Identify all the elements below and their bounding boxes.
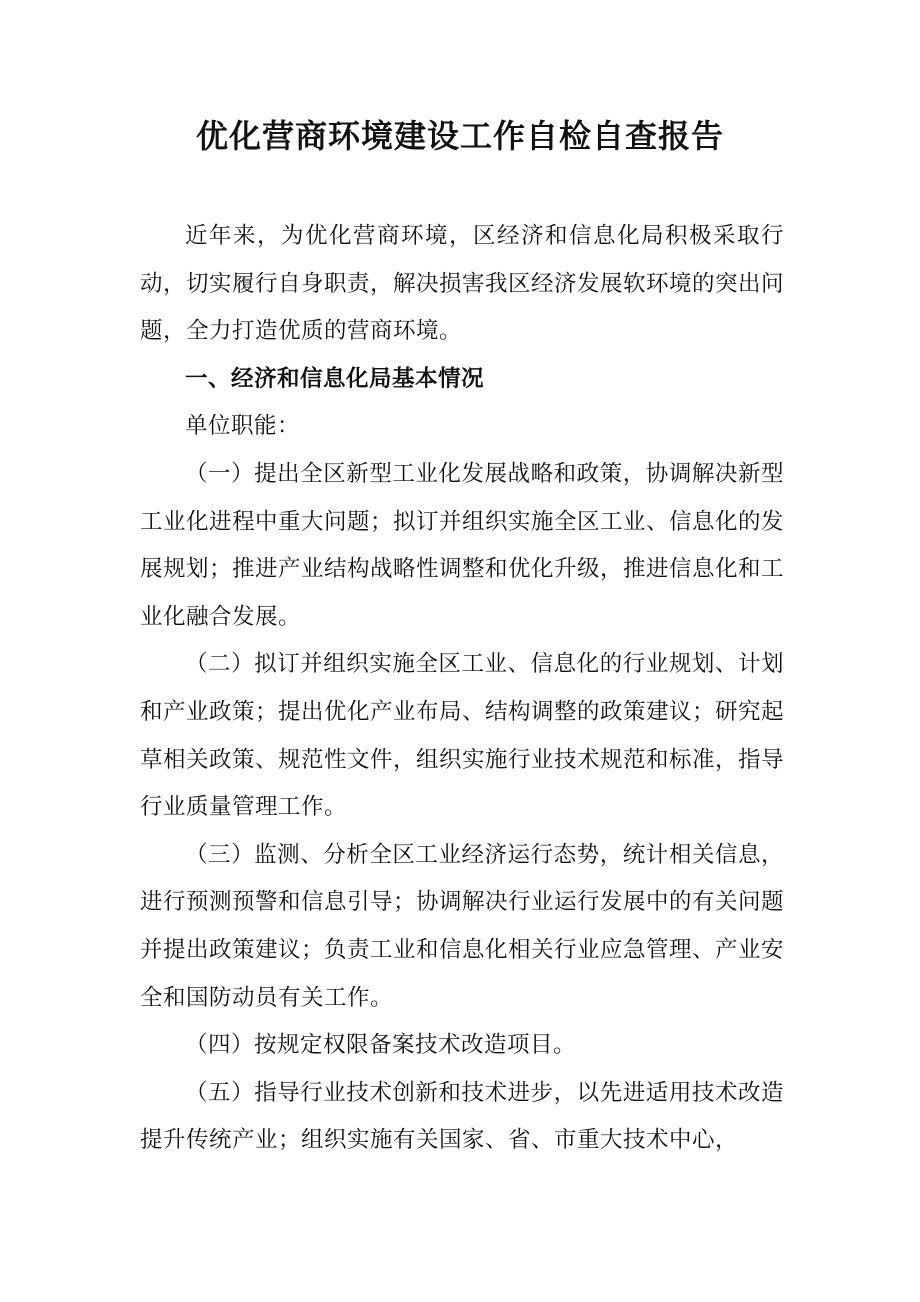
document-title: 优化营商环境建设工作自检自查报告 (195, 117, 724, 155)
document-body (140, 213, 784, 1165)
duty-paragraph-4: （四）按规定权限备案技术改造项目。 (185, 1032, 577, 1059)
duty-paragraph-5: （五）指导行业技术创新和技术进步，以先进适用技术改造提升传统产业；组织实施有关国家、省、市重大技术中心， (140, 1079, 784, 1154)
duty-paragraph-1: （一）提出全区新型工业化发展战略和政策，协调解决新型工业化进程中重大问题；拟订并组织实施全区工业、信息化的发展规划；推进产业结构战略性调整和优化升级，推进信息化和工业化融合发展。 (140, 460, 785, 630)
duty-paragraph-2: （二）拟订并组织实施全区工业、信息化的行业规划、计划和产业政策；提出优化产业布局、结构调整的政策建议；研究起草相关政策、规范性文件，组织实施行业技术规范和标准，指导行业质量管理工作。 (140, 651, 785, 821)
duty-paragraph-3: （三）监测、分析全区工业经济运行态势，统计相关信息，进行预测预警和信息引导；协调解决行业运行发展中的有关问题并提出政策建议；负责工业和信息化相关行业应急管理、产业安全和国防动员有关工作。 (140, 841, 785, 1011)
section-heading: 一、经济和信息化局基本情况 (185, 365, 485, 392)
intro-paragraph: 近年来，为优化营商环境，区经济和信息化局积极采取行动，切实履行自身职责，解决损害我区经济发展软环境的突出问题，全力打造优质的营商环境。 (140, 223, 785, 345)
duties-label: 单位职能： (185, 413, 301, 440)
